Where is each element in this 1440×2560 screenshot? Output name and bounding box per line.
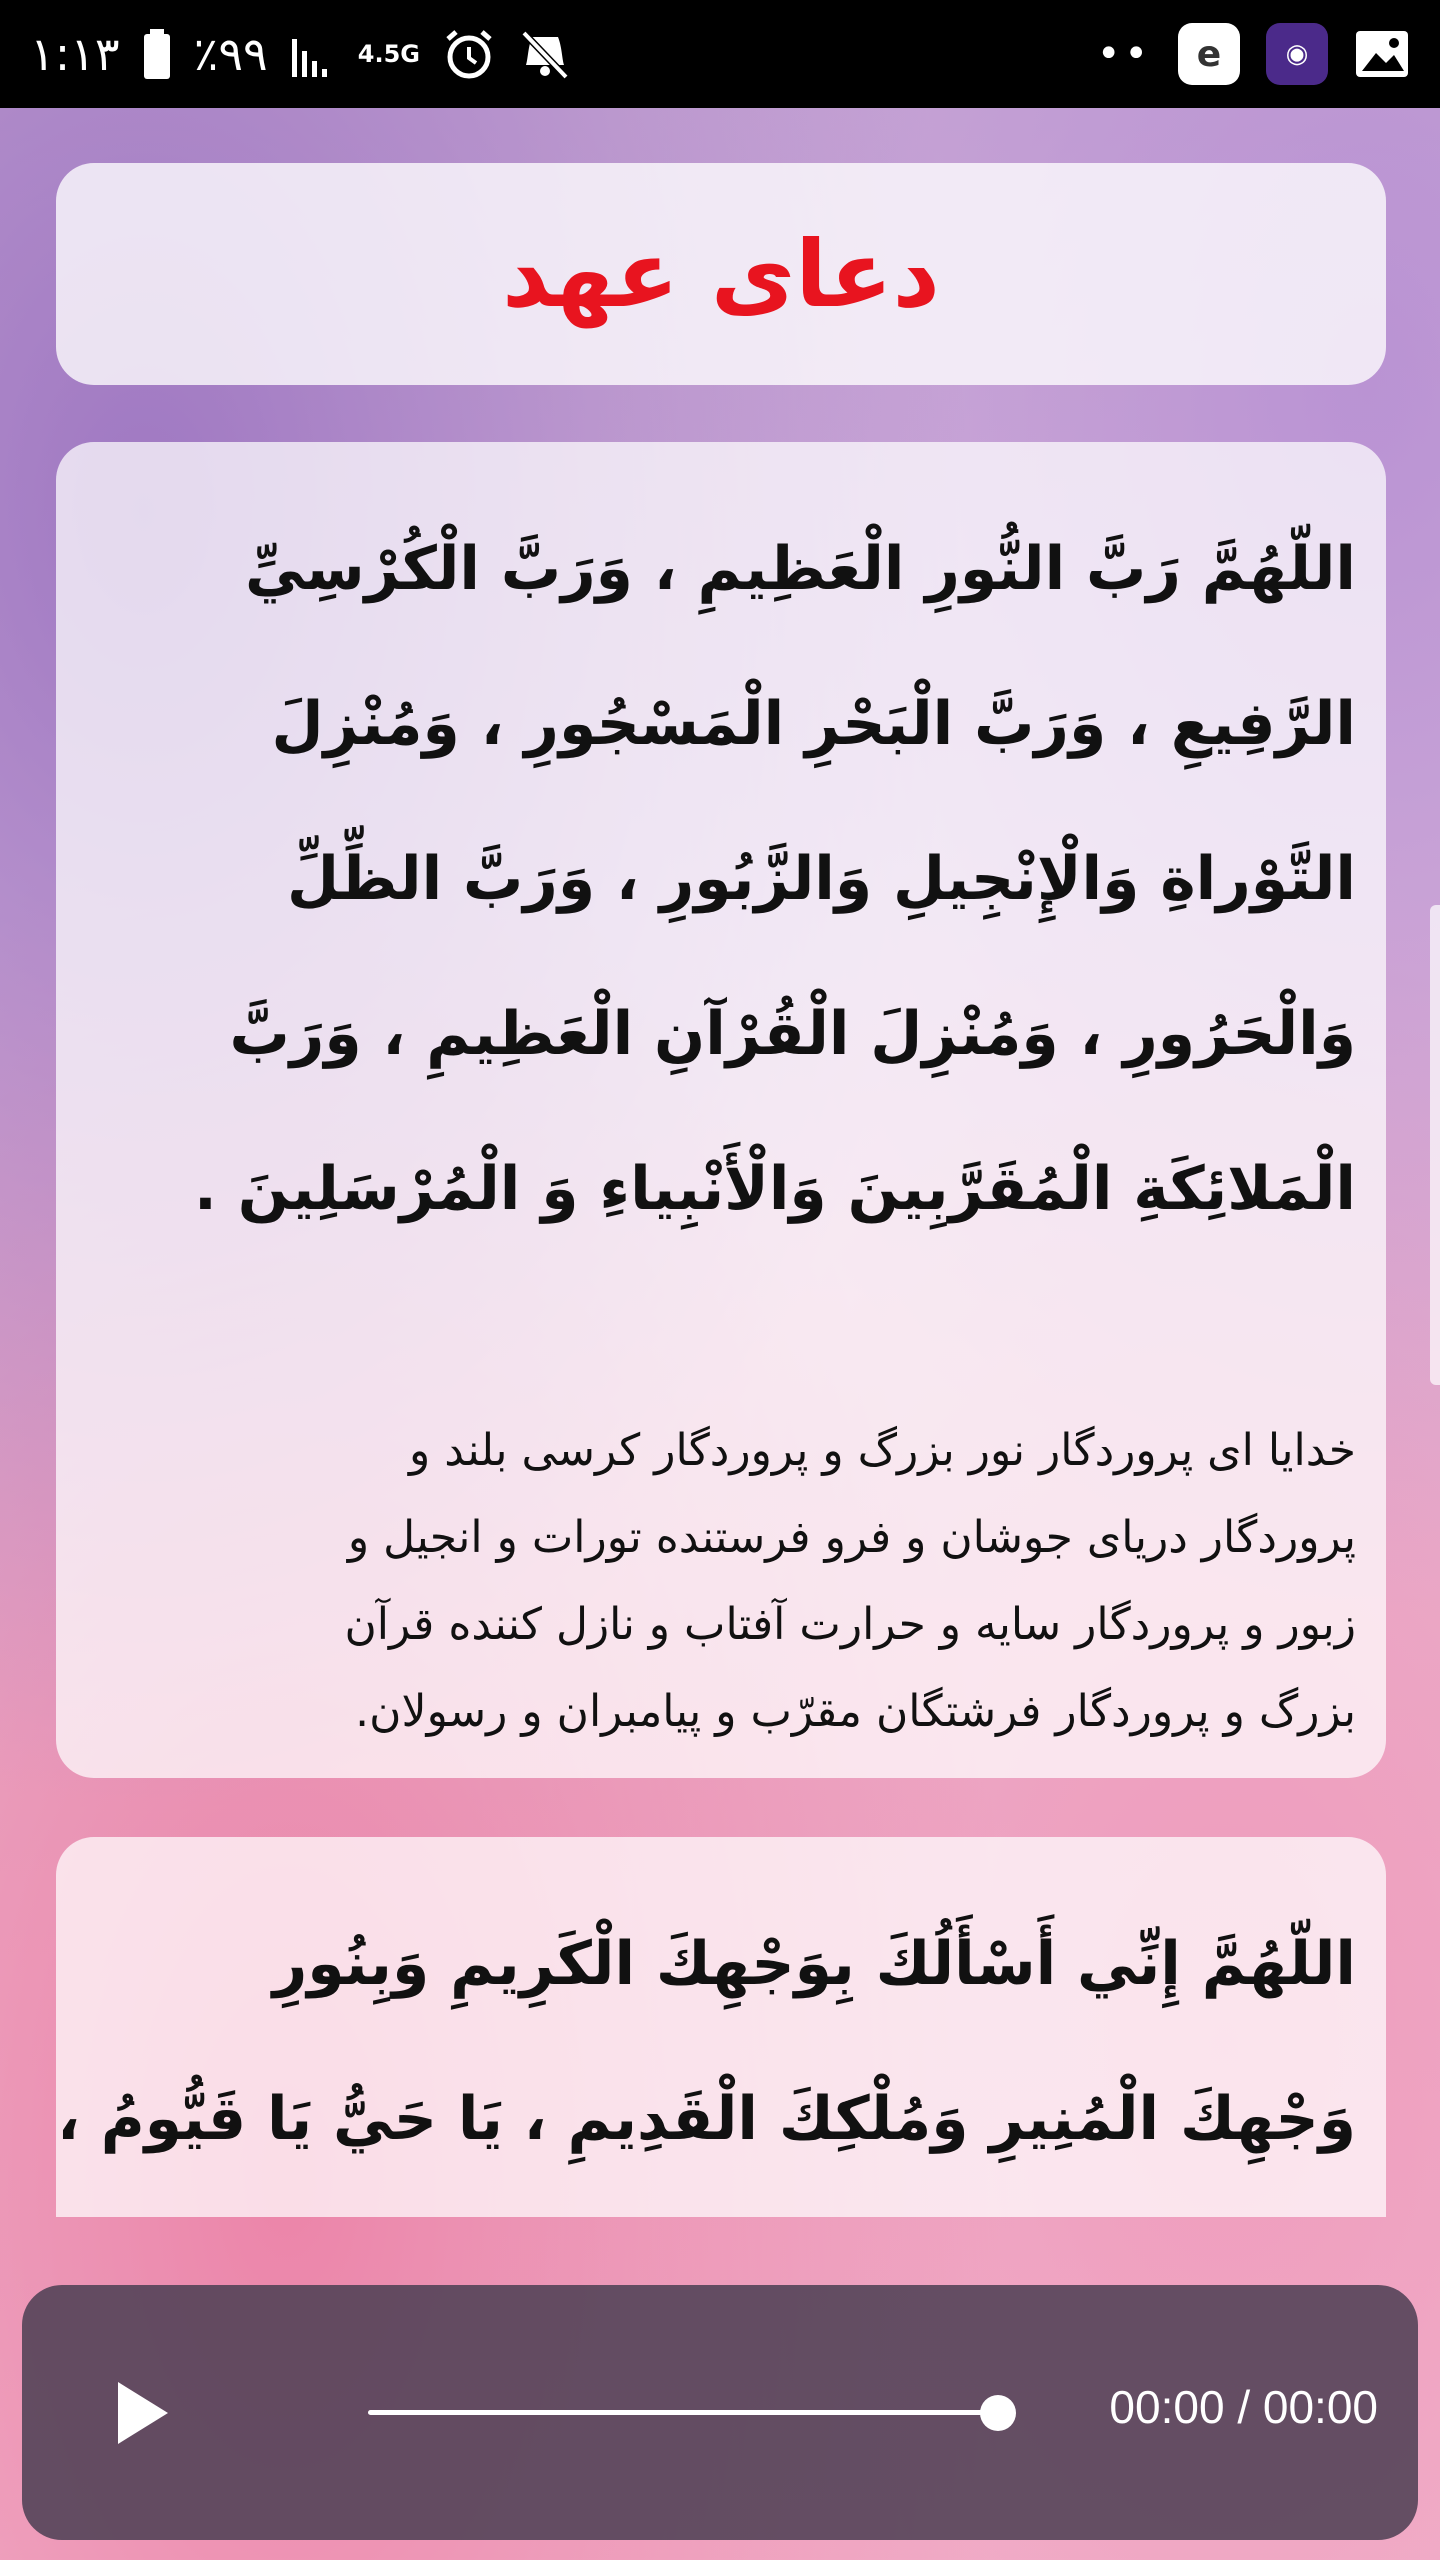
arabic-line: اللّهُمَّ رَبَّ النُّورِ الْعَظِيمِ ، وَرَبَّ الْكُرْسِيِّ <box>244 534 1356 604</box>
network-label: 4.5G <box>357 40 420 68</box>
arabic-line: وَالْحَرُورِ ، وَمُنْزِلَ الْقُرْآنِ الْعَظِيمِ ، وَرَبَّ <box>229 999 1356 1069</box>
arabic-line: الْمَلائِكَةِ الْمُقَرَّبِينَ وَالْأَنْبِياءِ وَ الْمُرْسَلِينَ . <box>194 1154 1356 1224</box>
status-right <box>1097 23 1410 85</box>
arabic-line: التَّوْراةِ وَالْإِنْجِيلِ وَالزَّبُورِ ، وَرَبَّ الظِّلِّ <box>287 844 1356 914</box>
status-bar <box>0 0 1440 108</box>
signal-icon <box>290 31 336 77</box>
translation-line: بزرگ و پروردگار فرشتگان مقرّب و پیامبران و رسولان. <box>355 1686 1356 1737</box>
page-title: دعای عهد <box>502 220 940 328</box>
translation-line: زبور و پروردگار سایه و حرارت آفتاب و نازل کننده قرآن <box>344 1599 1356 1650</box>
prayer-card <box>56 442 1386 1778</box>
scrollbar[interactable] <box>1430 905 1440 1385</box>
translation-line: خدایا ای پروردگار نور بزرگ و پروردگار کرسی بلند و <box>409 1425 1356 1476</box>
title-card <box>56 163 1386 385</box>
more-dots-icon: •• <box>1096 31 1152 77</box>
network-type <box>358 42 420 66</box>
play-icon <box>112 2378 172 2448</box>
alarm-icon <box>442 27 496 81</box>
arabic-text <box>57 1887 1356 2197</box>
status-left <box>30 27 572 81</box>
clock: ۱:۱۳ <box>30 27 120 81</box>
persian-translation <box>86 1407 1356 1755</box>
arabic-line: الرَّفِيعِ ، وَرَبَّ الْبَحْرِ الْمَسْجُورِ ، وَمُنْزِلَ <box>271 689 1356 759</box>
translation-line: پروردگار دریای جوشان و فرو فرستنده تورات و انجیل و <box>347 1512 1356 1563</box>
time-display: 00:00 / 00:00 <box>1109 2381 1378 2433</box>
battery-percent: ٪۹۹ <box>193 27 268 81</box>
image-icon <box>1354 29 1410 79</box>
mute-icon <box>518 27 572 81</box>
seek-bar[interactable] <box>368 2410 998 2415</box>
app-e-icon: e <box>1178 23 1240 85</box>
play-button[interactable] <box>102 2373 182 2453</box>
prayer-card <box>56 1837 1386 2217</box>
arabic-line: اللّهُمَّ إِنِّي أَسْأَلُكَ بِوَجْهِكَ الْكَرِيمِ وَبِنُورِ <box>272 1929 1356 1999</box>
battery-icon <box>142 29 172 79</box>
audio-player <box>22 2285 1418 2540</box>
vpn-icon: ◉ <box>1266 23 1328 85</box>
seek-handle[interactable] <box>980 2395 1016 2431</box>
arabic-text <box>86 492 1356 1267</box>
arabic-line: وَجْهِكَ الْمُنِيرِ وَمُلْكِكَ الْقَدِيمِ ، يَا حَيُّ يَا قَيُّومُ ، <box>57 2084 1356 2154</box>
